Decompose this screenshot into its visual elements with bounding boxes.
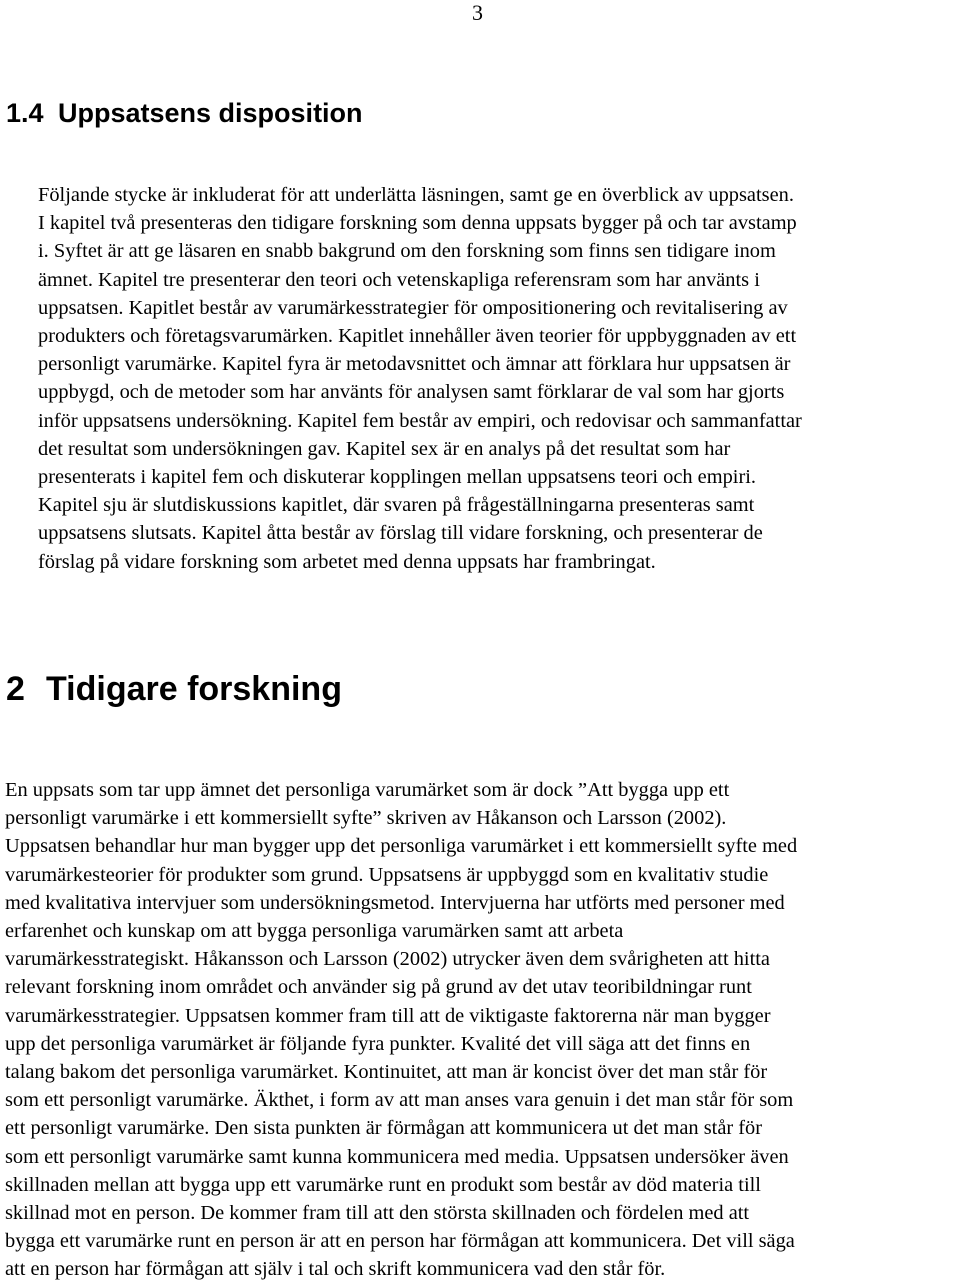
section-title: Tidigare forskning [46, 670, 342, 708]
text-line: bygga ett varumärke runt en person är att en person har förmågan att kommunicera. Det vill säga [5, 1230, 795, 1253]
text-line: Kapitel sju är slutdiskussions kapitlet, där svaren på frågeställningarna presenteras samt [38, 494, 755, 517]
text-line: Följande stycke är inkluderat för att underlätta läsningen, samt ge en överblick av uppsatsen. [38, 184, 794, 206]
text-line: som ett personligt varumärke samt kunna kommunicera med media. Uppsatsen undersöker även [5, 1145, 789, 1168]
text-line: skillnad mot en person. De kommer fram till att den största skillnaden och fördelen med att [5, 1202, 750, 1225]
page-number: 3 [472, 0, 483, 25]
text-line: personligt varumärke i ett kommersiellt syfte” skriven av Håkanson och Larsson (2002). [5, 807, 727, 830]
text-line: ämnet. Kapitel tre presenterar den teori och vetenskapliga referensram som har använts i [38, 268, 760, 291]
text-line: Uppsatsen behandlar hur man bygger upp det personliga varumärket i ett kommersiellt syfte med [5, 835, 798, 858]
text-line: inför uppsatsens undersökning. Kapitel fem består av empiri, och redovisar och sammanfattar [38, 409, 802, 432]
text-line: uppbygd, och de metoder som har använts för analysen samt förklarar de val som har gjorts [38, 381, 785, 404]
text-line: i. Syftet är att ge läsaren en snabb bakgrund om den forskning som finns sen tidigare inom [38, 240, 776, 263]
text-line: det resultat som undersökningen gav. Kapitel sex är en analys på det resultat som har [38, 437, 731, 460]
section-heading-1-4 [6, 96, 363, 130]
text-line: som ett personligt varumärke. Äkthet, i form av att man anses vara genuin i det man står för som [5, 1089, 794, 1112]
previous-research-paragraph [5, 776, 797, 1284]
text-line: uppsatsen. Kapitlet består av varumärkesstrategier för ompositionering och revitalisering av [38, 296, 788, 319]
section-title: Uppsatsens disposition [58, 98, 363, 128]
text-line: talang bakom det personliga varumärket. Kontinuitet, att man är koncist över det man står för [5, 1061, 768, 1084]
text-line: En uppsats som tar upp ämnet det personliga varumärket som är dock ”Att bygga upp ett [5, 779, 730, 801]
text-line: varumärkesstrategiskt. Håkansson och Larsson (2002) utrycker även dem svårigheten att hitta [5, 948, 770, 971]
text-line: presenterats i kapitel fem och diskuterar kopplingen mellan uppsatsens teori och empiri. [38, 466, 756, 489]
text-line: förslag på vidare forskning som arbetet med denna uppsats har frambringat. [38, 550, 656, 573]
text-line: att en person har förmågan att själv i tal och skrift kommunicera vad den står för. [5, 1258, 666, 1281]
text-line: varumärkesteorier för produkter som grund. Uppsatsens är uppbyggd som en kvalitativ studie [5, 863, 769, 886]
text-line: varumärkesstrategier. Uppsatsen kommer fram till att de viktigaste faktorerna när man bygger [5, 1004, 771, 1027]
text-line: med kvalitativa intervjuer som undersökningsmetod. Intervjuerna har utförts med personer med [5, 891, 785, 914]
text-line: erfarenhet och kunskap om att bygga personliga varumärken samt att arbeta [5, 920, 624, 943]
disposition-paragraph [38, 181, 802, 576]
text-line: upp det personliga varumärket är följande fyra punkter. Kvalité det vill säga att det finns en [5, 1032, 751, 1055]
section-number: 1.4 [6, 98, 44, 128]
text-line: skillnaden mellan att bygga upp ett varumärke runt en produkt som består av död materia till [5, 1173, 761, 1196]
text-line: produkters och företagsvarumärken. Kapitlet innehåller även teorier för uppbyggnaden av ett [38, 325, 797, 348]
section-number: 2 [6, 670, 25, 708]
text-line: ett personligt varumärke. Den sista punkten är förmågan att kommunicera ut det man står för [5, 1117, 763, 1140]
text-line: relevant forskning inom området och använder sig på grund av det utav teoribildningar runt [5, 976, 752, 999]
text-line: uppsatsens slutsats. Kapitel åtta består av förslag till vidare forskning, och presenterar de [38, 522, 763, 545]
text-line: I kapitel två presenteras den tidigare forskning som denna uppsats bygger på och tar avstamp [38, 212, 797, 235]
text-line: personligt varumärke. Kapitel fyra är metodavsnittet och ämnar att förklara hur uppsatsen är [38, 353, 791, 376]
section-heading-2 [6, 668, 342, 710]
